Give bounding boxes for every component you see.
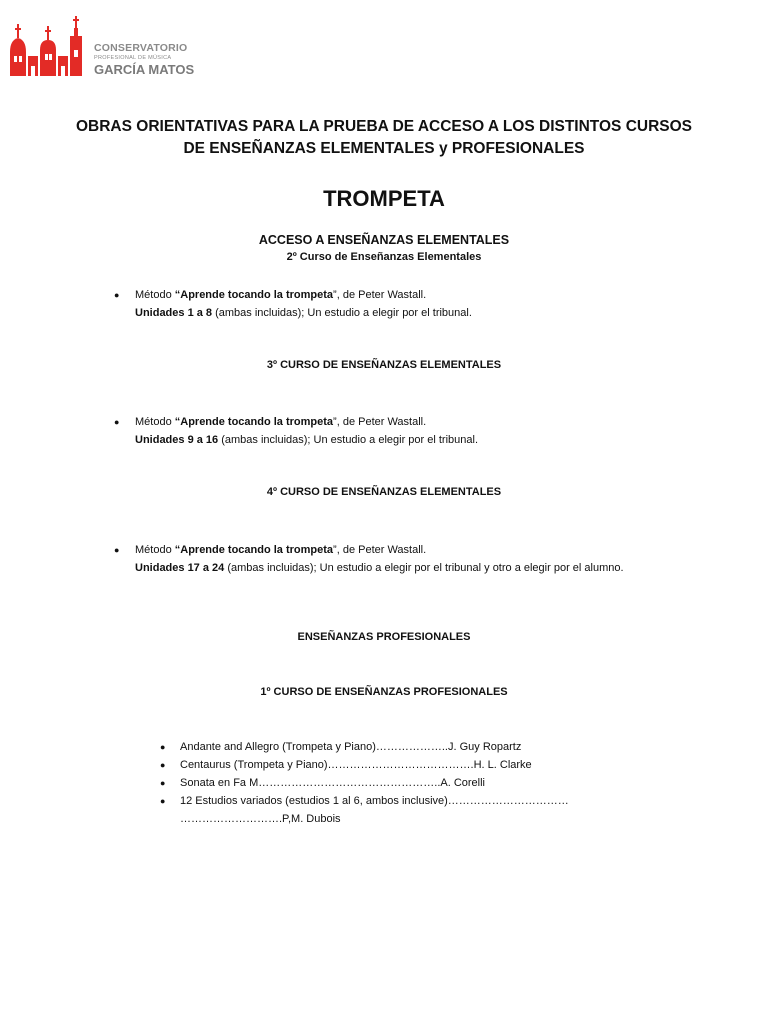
instrument-title: TROMPETA: [323, 186, 445, 211]
book-title: “Aprende tocando la trompeta: [174, 544, 334, 556]
course-4-title: 4º CURSO DE ENSEÑANZAS ELEMENTALES: [266, 486, 502, 498]
units-detail: (ambas incluidas); Un estudio a elegir por el tribunal.: [218, 434, 479, 446]
castle-icon: [8, 10, 88, 80]
bullet: ●: [160, 742, 166, 752]
book-title: “Aprende tocando la trompeta: [174, 289, 334, 301]
course-3-title: 3º CURSO DE ENSEÑANZAS ELEMENTALES: [266, 359, 502, 371]
units-range: Unidades 9 a 16: [135, 434, 219, 446]
course-1-prof-title: 1º CURSO DE ENSEÑANZAS PROFESIONALES: [260, 686, 508, 698]
method-prefix: Método: [135, 289, 175, 301]
repertoire-item: 12 Estudios variados (estudios 1 al 6, ambos inclusive)…………………………… ……………………….P,M. Dubois: [180, 795, 569, 825]
method-prefix: Método: [135, 544, 175, 556]
list-item: [160, 756, 680, 774]
heading-line-2: DE ENSEÑANZAS ELEMENTALES y PROFESIONALES: [183, 140, 585, 157]
repertoire-item: Sonata en Fa M…………………………………………..A. Corelli: [180, 777, 486, 789]
section-title-profesionales: ENSEÑANZAS PROFESIONALES: [297, 631, 471, 643]
book-author: ”, de Peter Wastall.: [333, 544, 427, 556]
bullet: ●: [114, 290, 120, 300]
book-author: ”, de Peter Wastall.: [333, 289, 427, 301]
method-prefix: Método: [135, 416, 175, 428]
logo-text: [94, 43, 194, 76]
list-item: [160, 774, 680, 792]
course-2-item: [135, 286, 472, 322]
units-detail: (ambas incluidas); Un estudio a elegir por el tribunal.: [212, 307, 472, 319]
book-author: ”, de Peter Wastall.: [333, 416, 427, 428]
heading-line-1: OBRAS ORIENTATIVAS PARA LA PRUEBA DE ACCESO A LOS DISTINTOS CURSOS: [75, 118, 693, 135]
units-range: Unidades 17 a 24: [135, 562, 225, 574]
book-title: “Aprende tocando la trompeta: [174, 416, 334, 428]
document-heading: [0, 116, 768, 160]
units-detail: (ambas incluidas); Un estudio a elegir por el tribunal y otro a elegir por el alumno.: [224, 562, 624, 574]
bullet: ●: [160, 778, 166, 788]
logo-line-1: CONSERVATORIO: [94, 42, 188, 54]
course-2-subtitle: 2º Curso de Enseñanzas Elementales: [286, 251, 482, 263]
repertoire-list: [160, 738, 680, 828]
section-title-elementales: ACCESO A ENSEÑANZAS ELEMENTALES: [258, 233, 510, 247]
course-3-item: [135, 413, 478, 449]
conservatory-logo: [8, 10, 208, 80]
logo-line-3: GARCÍA MATOS: [94, 62, 195, 77]
list-item: [160, 792, 680, 828]
repertoire-item: Andante and Allegro (Trompeta y Piano)………………..J. Guy Ropartz: [180, 741, 522, 753]
bullet: ●: [160, 760, 166, 770]
bullet: ●: [160, 796, 166, 806]
units-range: Unidades 1 a 8: [135, 307, 213, 319]
bullet: ●: [114, 417, 120, 427]
course-4-item: [135, 541, 624, 577]
bullet: ●: [114, 545, 120, 555]
repertoire-item: Centaurus (Trompeta y Piano)………………………………….H. L. Clarke: [180, 759, 532, 771]
logo-line-2: PROFESIONAL DE MÚSICA: [94, 54, 172, 61]
list-item: [160, 738, 680, 756]
